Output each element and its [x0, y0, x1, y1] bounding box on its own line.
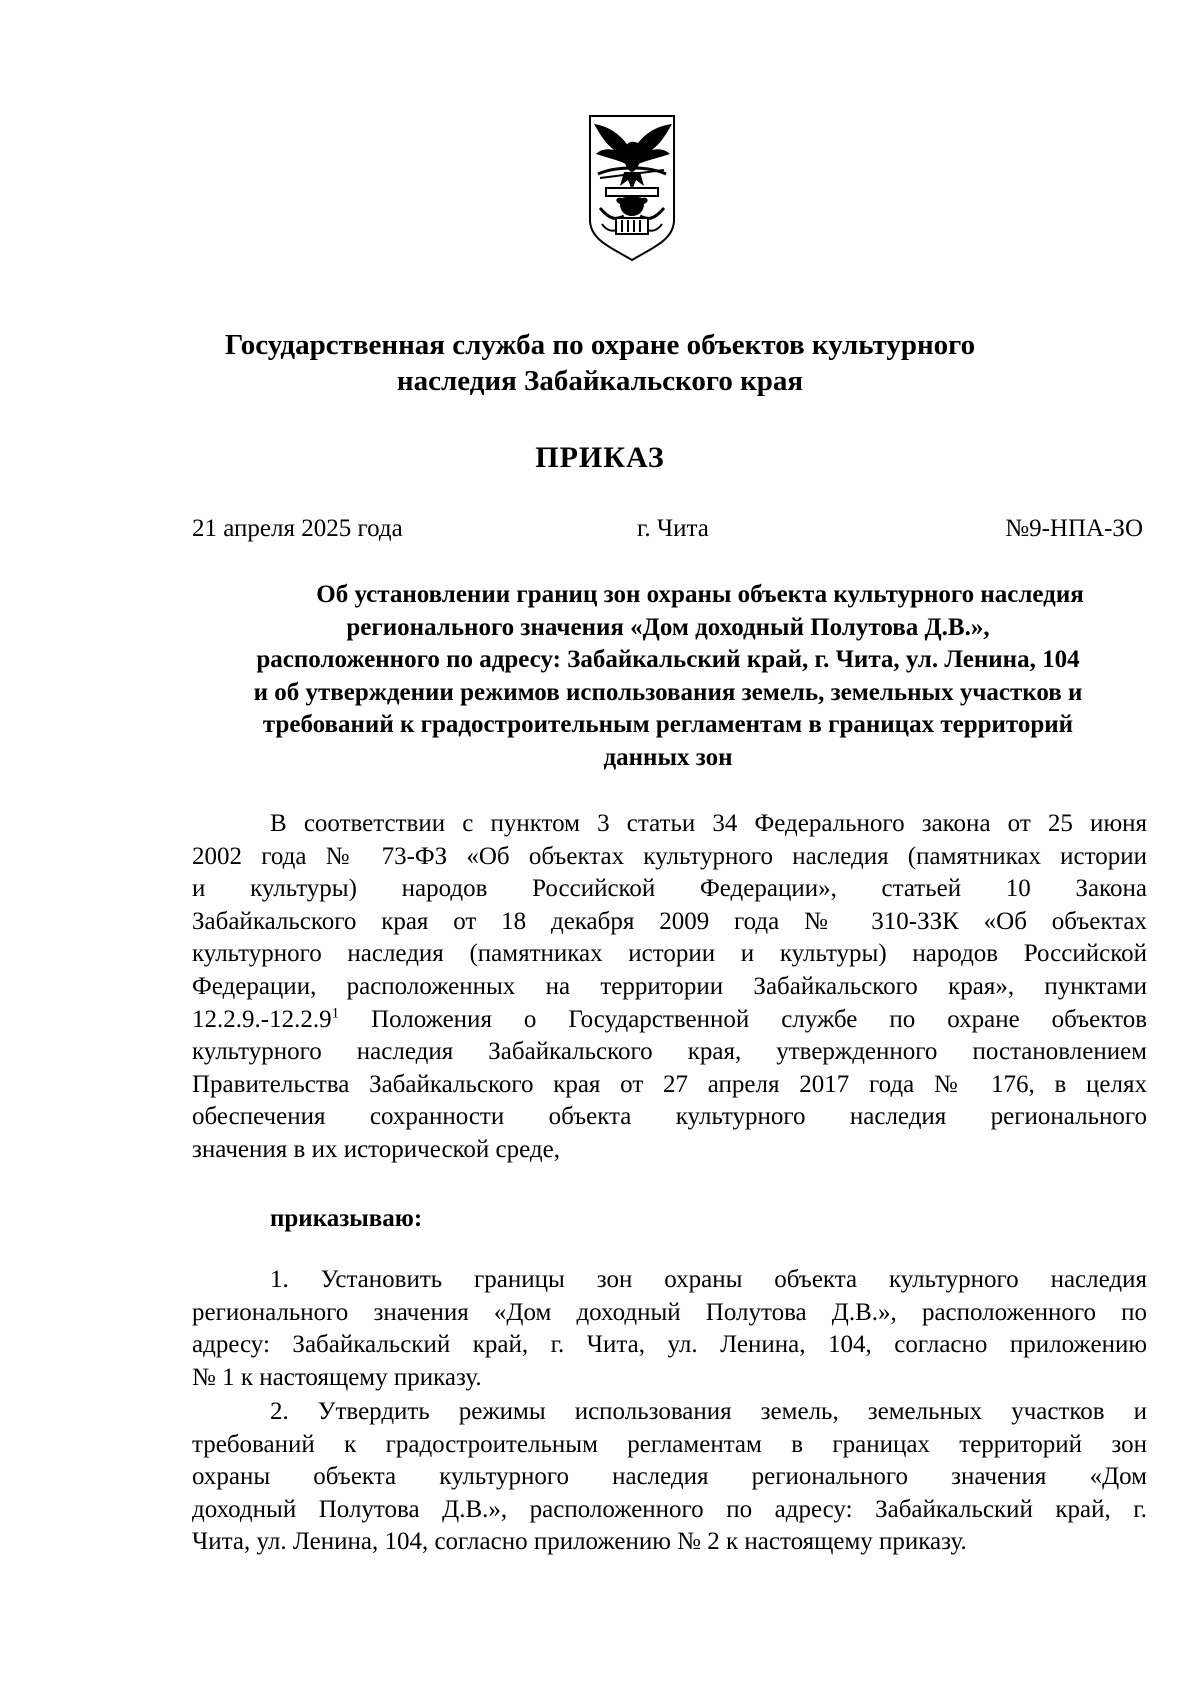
paragraph-line: В соответствии с пунктом 3 статьи 34 Федерального закона от 25 июня	[270, 810, 1147, 837]
order-word: приказываю:	[270, 1205, 423, 1232]
paragraph-line: № 1 к настоящему приказу.	[192, 1363, 482, 1391]
paragraph-line: Забайкальского края от 18 декабря 2009 года № 310-ЗЗК «Об объектах	[192, 907, 1147, 935]
paragraph-line: Федерации, расположенных на территории Забайкальского края», пунктами	[192, 972, 1147, 1000]
paragraph-line-rest: Положения о Государственной службе по охране объектов	[339, 1005, 1147, 1033]
subject-line: регионального значения «Дом доходный Полутова Д.В.»,	[346, 613, 990, 641]
clause-reference: 12.2.9.-12.2.9	[192, 1005, 332, 1033]
document-number: №9-НПА-ЗО	[1005, 515, 1143, 542]
paragraph-line: регионального значения «Дом доходный Полутова Д.В.», расположенного по	[192, 1298, 1147, 1326]
paragraph-line: и культуры) народов Российской Федерации», статьей 10 Закона	[192, 875, 1147, 903]
paragraph-line: охраны объекта культурного наследия регионального значения «Дом	[192, 1463, 1147, 1491]
coat-of-arms-icon	[586, 112, 678, 262]
subject-line: и об утверждении режимов использования земель, земельных участков и	[253, 678, 1083, 706]
document-type: ПРИКАЗ	[535, 441, 665, 474]
paragraph-line: 2002 года № 73-ФЗ «Об объектах культурного наследия (памятниках истории	[192, 842, 1147, 870]
agency-line: наследия Забайкальского края	[396, 365, 804, 397]
document-subject	[190, 579, 1146, 775]
paragraph-line: культурного наследия Забайкальского края, утвержденного постановлением	[192, 1038, 1147, 1066]
agency-name	[150, 327, 1050, 399]
subject-line: данных зон	[603, 743, 733, 771]
agency-line: Государственная служба по охране объектов культурного	[224, 329, 976, 361]
paragraph-line: значения в их исторической среде,	[192, 1135, 560, 1163]
subject-line: расположенного по адресу: Забайкальский край, г. Чита, ул. Ленина, 104	[256, 646, 1080, 674]
paragraph-line: 2. Утвердить режимы использования земель, земельных участков и	[270, 1398, 1147, 1425]
order-item-1	[192, 1264, 1147, 1394]
paragraph-line: доходный Полутова Д.В.», расположенного по адресу: Забайкальский край, г.	[192, 1495, 1147, 1523]
preamble-paragraph	[192, 808, 1147, 1167]
paragraph-line: обеспечения сохранности объекта культурного наследия регионального	[192, 1103, 1147, 1131]
paragraph-line: требований к градостроительным регламентам в границах территорий зон	[192, 1430, 1147, 1458]
paragraph-line	[192, 1004, 1147, 1037]
document-date: 21 апреля 2025 года	[192, 515, 403, 542]
paragraph-line: Чита, ул. Ленина, 104, согласно приложению № 2 к настоящему приказу.	[192, 1528, 967, 1556]
clause-superscript: 1	[331, 1005, 340, 1022]
paragraph-line: культурного наследия (памятниках истории и культуры) народов Российской	[192, 940, 1147, 968]
document-city: г. Чита	[637, 515, 709, 542]
paragraph-line: Правительства Забайкальского края от 27 апреля 2017 года № 176, в целях	[192, 1070, 1147, 1098]
subject-line: Об установлении границ зон охраны объекта культурного наследия	[316, 581, 1084, 608]
paragraph-line: адресу: Забайкальский край, г. Чита, ул. Ленина, 104, согласно приложению	[192, 1331, 1147, 1359]
subject-line: требований к градостроительным регламентам в границах территорий	[262, 711, 1074, 739]
order-item-2	[192, 1396, 1147, 1559]
paragraph-line: 1. Установить границы зон охраны объекта культурного наследия	[270, 1266, 1147, 1293]
